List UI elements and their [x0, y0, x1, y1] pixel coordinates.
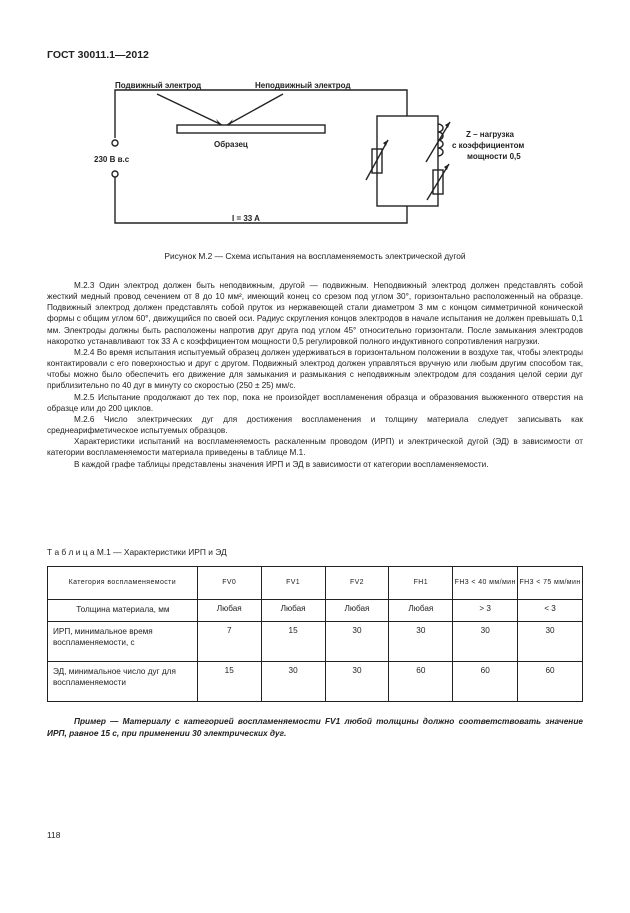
table-cell: 30: [389, 622, 453, 662]
voltage-label: 230 В в.с: [94, 155, 130, 164]
header-fh3-40: FH3 < 40 мм/мин: [453, 567, 518, 600]
body-text: [47, 280, 583, 470]
fixed-electrode-label: Неподвижный электрод: [255, 81, 351, 90]
paragraph-m26: М.2.6 Число электрических дуг для достижения воспламенения и толщину материала следует записывать как среднеарифметическое испытуемых образцов.: [47, 414, 583, 436]
terminal-bottom-icon: [112, 171, 118, 177]
table-cell: Любая: [261, 600, 325, 622]
table-cell: 30: [453, 622, 518, 662]
table-cell: Любая: [389, 600, 453, 622]
current-label: I = 33 A: [232, 214, 260, 223]
table-cell: Любая: [325, 600, 389, 622]
table-cell: < 3: [518, 600, 583, 622]
characteristics-table: [47, 566, 583, 702]
sample-plate: [177, 125, 325, 133]
load-label-line2: с коэффициентом: [452, 141, 525, 150]
row-label: Толщина материала, мм: [48, 600, 198, 622]
table-row: [48, 600, 583, 622]
table-cell: Любая: [197, 600, 261, 622]
document-header: ГОСТ 30011.1—2012: [47, 49, 149, 61]
table-cell: 60: [389, 662, 453, 702]
header-category: Категория воспламеняемости: [48, 567, 198, 600]
paragraph-m23: М.2.3 Один электрод должен быть неподвижным, другой — подвижным. Неподвижный электрод должен представлять собой жесткий медный провод сечением от 8 до 10 мм², имеющий конец со срезом под углом 30°, горизонтально расположенный на образце. Подвижный электрод должен представлять собой пруток из нержавеющей стали диаметром 3 мм с концом симметричной конической формы с общим углом 60°, движущийся по своей оси. Радиус скругления концов электродов в начале испытания не должен превышать 0,1 мм. Электроды должны быть расположены напротив друг друга под углом 45° относительно горизонтали. После замыкания электродов накоротко устанавливают ток 33 А с коэффициентом мощности 0,5 регулировкой полного индуктивного сопротивления нагрузки.: [47, 281, 583, 346]
wire-top: [115, 90, 407, 138]
table-row: [48, 662, 583, 702]
paragraph-m24: М.2.4 Во время испытания испытуемый образец должен удерживаться в горизонтальном положении в воздухе так, чтобы электроды контактировали с его поверхностью и друг с другом. Подвижный электрод должен управляться вручную или любым другим способом так, чтобы можно было обеспечить его движение для замыкания и размыкания с неподвижным электродом для создания целой серии дуг приблизительно по 40 дуг в минуту со скоростью (250 ± 25) мм/с.: [47, 347, 583, 391]
header-fv1: FV1: [261, 567, 325, 600]
table-cell: 30: [325, 662, 389, 702]
header-fv0: FV0: [197, 567, 261, 600]
header-fh1: FH1: [389, 567, 453, 600]
header-fv2: FV2: [325, 567, 389, 600]
example-note: Пример — Материалу с категорией воспламеняемости FV1 любой толщины должно соответствовать значение ИРП, равное 15 с, при применении 30 электрических дуг.: [47, 716, 583, 738]
sample-label: Образец: [214, 140, 248, 149]
circuit-diagram: [0, 70, 630, 245]
paragraph-m25: М.2.5 Испытание продолжают до тех пор, пока не произойдет воспламенения образца и образования выжженного отверстия на образце или до 200 циклов.: [47, 392, 583, 413]
table-cell: 7: [197, 622, 261, 662]
table-title: Т а б л и ц а М.1 — Характеристики ИРП и ЭД: [47, 547, 227, 557]
wire-bottom: [115, 177, 407, 223]
movable-electrode-label: Подвижный электрод: [115, 81, 202, 90]
row-label: ЭД, минимальное число дуг для воспламеняемости: [48, 662, 198, 702]
table-cell: 30: [325, 622, 389, 662]
terminal-top-icon: [112, 140, 118, 146]
load-label-line1: Z – нагрузка: [466, 130, 514, 139]
table-cell: 30: [261, 662, 325, 702]
fixed-electrode-lead: [227, 94, 283, 125]
table-cell: > 3: [453, 600, 518, 622]
load-box: [377, 116, 438, 206]
table-cell: 15: [261, 622, 325, 662]
load-label-line3: мощности 0,5: [467, 152, 521, 161]
paragraph-table-note: В каждой графе таблицы представлены значения ИРП и ЭД в зависимости от категории воспламеняемости.: [74, 459, 489, 469]
table-cell: 60: [518, 662, 583, 702]
paragraph-characteristics: Характеристики испытаний на воспламеняемость раскаленным проводом (ИРП) и электрической дугой (ЭД) в зависимости от категории воспламеняемости материала приведены в таблице М.1.: [47, 437, 583, 458]
row-label: ИРП, минимальное время воспламеняемости, с: [48, 622, 198, 662]
page-number: 118: [47, 830, 61, 840]
header-fh3-75: FH3 < 75 мм/мин: [518, 567, 583, 600]
table-cell: 15: [197, 662, 261, 702]
figure-caption: Рисунок М.2 — Схема испытания на воспламеняемость электрической дугой: [164, 251, 466, 261]
table-row: [48, 622, 583, 662]
table-header-row: [48, 567, 583, 600]
table-cell: 30: [518, 622, 583, 662]
movable-electrode-lead: [157, 94, 222, 125]
table-cell: 60: [453, 662, 518, 702]
